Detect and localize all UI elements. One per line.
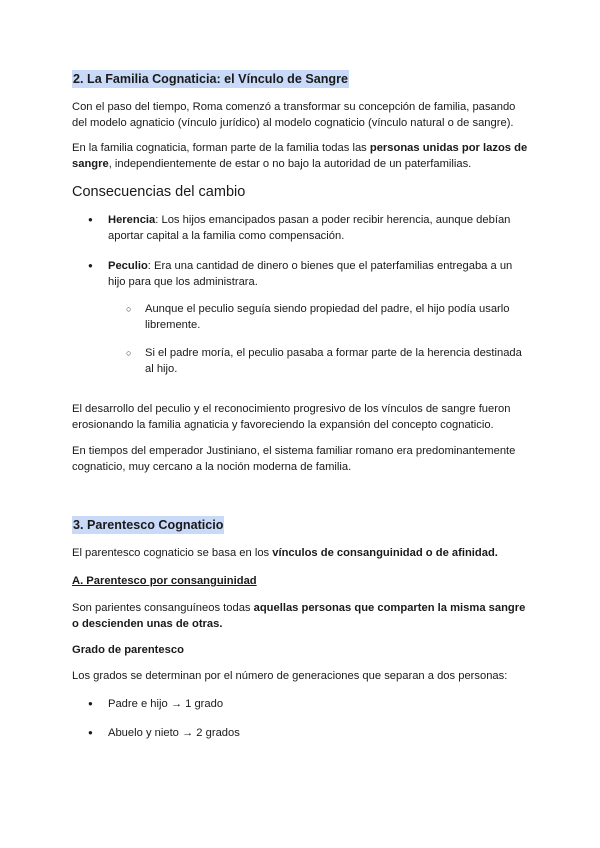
bullet-peculio xyxy=(108,258,528,290)
bullet-text: : Era una cantidad de dinero o bienes que el paterfamilias entregaba a un hijo para que los administrara. xyxy=(108,260,513,288)
subsection-a-heading xyxy=(72,573,528,589)
paragraph-peculio-development: El desarrollo del peculio y el reconocimiento progresivo de los vínculos de sangre fueron erosionando la familia agnaticia y favoreciendo la expansión del concepto cognaticio. xyxy=(72,403,511,431)
bullet-grado-2: ● Abuelo y nieto → 2 grados xyxy=(108,725,528,741)
section-2-heading: 2. La Familia Cognaticia: el Vínculo de Sangre xyxy=(73,72,349,86)
bullet-text: : Los hijos emancipados pasan a poder recibir herencia, aunque debían aportar capital a la familia como compensación. xyxy=(108,214,511,242)
paragraph-grados: Los grados se determinan por el número de generaciones que separan a dos personas: xyxy=(72,670,508,682)
text-segment: En la familia cognaticia, forman parte de la familia todas las xyxy=(72,142,370,154)
section-3-heading: 3. Parentesco Cognaticio xyxy=(73,518,224,532)
text-segment: Son parientes consanguíneos todas xyxy=(72,602,254,614)
paragraph-consanguineos xyxy=(72,600,528,632)
paragraph-roman-family-change: Con el paso del tiempo, Roma comenzó a transformar su concepción de familia, pasando del modelo agnaticio (vínculo jurídico) al modelo cognaticio (vínculo natural o de sangre). xyxy=(72,101,516,129)
bold-phrase: vínculos de consanguinidad o de afinidad. xyxy=(272,547,498,559)
grado-heading: Grado de parentesco xyxy=(72,644,184,656)
sub-bullet-peculio-property: ○ Aunque el peculio seguía siendo propiedad del padre, el hijo podía usarlo libremente. xyxy=(145,301,528,333)
paragraph-cognatic-family xyxy=(72,140,528,172)
consequences-heading: Consecuencias del cambio xyxy=(72,184,246,200)
bullet-label: Herencia xyxy=(108,214,156,226)
sub-bullet-peculio-inheritance: ○ Si el padre moría, el peculio pasaba a formar parte de la herencia destinada al hijo. xyxy=(145,345,528,377)
bullet-grado-1: ● Padre e hijo → 1 grado xyxy=(108,696,528,712)
bullet-herencia xyxy=(108,212,528,244)
bullet-label: Peculio xyxy=(108,260,148,272)
text-segment: El parentesco cognaticio se basa en los xyxy=(72,547,273,559)
paragraph-justiniano: En tiempos del emperador Justiniano, el sistema familiar romano era predominantemente cognaticio, muy cercano a la noción moderna de familia. xyxy=(72,445,516,473)
paragraph-parentesco-intro xyxy=(72,545,528,561)
bold-phrase: aquellas personas que comparten la misma sangre o descienden unas de otras. xyxy=(72,602,526,630)
subsection-a-title: A. Parentesco por consanguinidad xyxy=(72,575,257,587)
bold-phrase: personas unidas por lazos de sangre xyxy=(72,142,528,170)
text-segment: , independientemente de estar o no bajo la autoridad de un paterfamilias. xyxy=(108,158,472,170)
